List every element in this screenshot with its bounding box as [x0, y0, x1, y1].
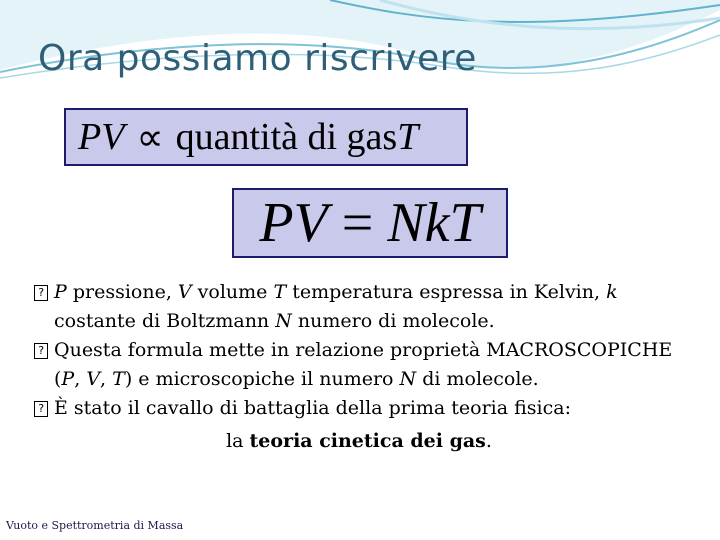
- bullet-glyph-icon: ?: [34, 401, 48, 417]
- formula-proportional: [64, 108, 468, 166]
- var-n: N: [399, 368, 417, 390]
- formula2-rhs: NkT: [387, 192, 481, 254]
- kinetic-theory-term: teoria cinetica dei gas: [249, 430, 486, 452]
- bullet-glyph-icon: ?: [34, 285, 48, 301]
- bullet-item-macro-micro: [34, 336, 684, 394]
- text: di molecole.: [416, 368, 539, 390]
- text: Questa formula mette in relazione proprietà MACROSCOPICHE (: [54, 339, 673, 390]
- text: numero di molecole.: [291, 310, 495, 332]
- text: ,: [100, 368, 113, 390]
- formula-ideal-gas: [232, 188, 508, 258]
- formula1-text: quantità di gas: [175, 116, 398, 158]
- bullet-item-variables: [34, 278, 684, 336]
- bullet-item-history: [34, 394, 684, 423]
- formula2-lhs: PV: [259, 192, 328, 254]
- var-v: V: [177, 281, 192, 303]
- kinetic-theory-line: [34, 427, 684, 456]
- bullet-glyph-icon: ?: [34, 343, 48, 359]
- var-n: N: [275, 310, 292, 332]
- text: È stato il cavallo di battaglia della prima teoria fisica:: [54, 397, 571, 419]
- formula2-operator: =: [341, 192, 374, 254]
- var-t: T: [273, 281, 287, 303]
- text: volume: [191, 281, 274, 303]
- var-p: P: [61, 368, 75, 390]
- var-v: V: [86, 368, 101, 390]
- text: costante di Boltzmann: [54, 310, 276, 332]
- formula1-var: T: [397, 116, 419, 158]
- text: temperatura espressa in Kelvin,: [286, 281, 607, 303]
- var-t: T: [112, 368, 125, 390]
- text: ) e microscopiche il numero: [124, 368, 400, 390]
- slide-footer: Vuoto e Spettrometria di Massa: [6, 519, 184, 532]
- bullet-list: [34, 278, 684, 456]
- var-p: P: [54, 281, 67, 303]
- var-k: k: [606, 281, 618, 303]
- slide-title: Ora possiamo riscrivere: [38, 38, 477, 79]
- text: .: [485, 430, 492, 452]
- formula1-lhs: PV: [78, 116, 125, 158]
- formula1-operator: ∝: [136, 116, 164, 159]
- text: la: [226, 430, 250, 452]
- text: pressione,: [66, 281, 178, 303]
- text: ,: [74, 368, 87, 390]
